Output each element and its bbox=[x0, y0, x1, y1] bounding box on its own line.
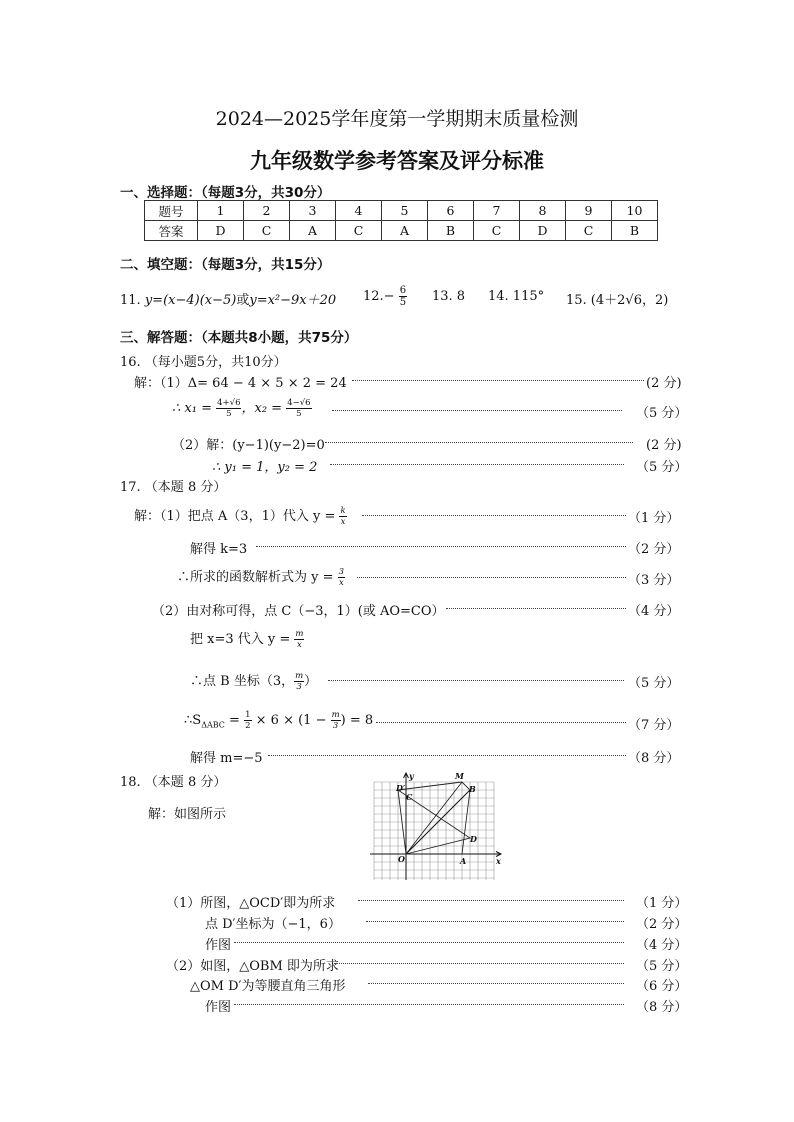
dot-leader bbox=[256, 546, 626, 547]
label-y: y bbox=[409, 771, 414, 781]
dot-leader bbox=[358, 900, 624, 901]
score: （4 分） bbox=[628, 604, 680, 619]
score: (2 分) bbox=[646, 376, 682, 391]
score: （5 分） bbox=[636, 406, 688, 421]
section-2-heading: 二、填空题：（每题3分，共15分） bbox=[120, 257, 331, 273]
numerator: 1 bbox=[245, 710, 251, 720]
q16-line-4: ∴ y₁ = 1，y₂ = 2 bbox=[212, 460, 318, 475]
score: （6 分） bbox=[636, 979, 688, 994]
score: (2 分) bbox=[646, 438, 682, 453]
math-text: × 6 × (1 − bbox=[255, 713, 327, 728]
q17-line-3 bbox=[177, 566, 345, 588]
table-cell: 6 bbox=[428, 201, 474, 221]
dot-leader bbox=[368, 983, 624, 984]
fraction bbox=[294, 629, 304, 650]
q17-line-8: 解得 m=−5 bbox=[190, 751, 263, 766]
figure-labels bbox=[395, 771, 501, 866]
table-cell: C bbox=[336, 221, 382, 241]
score: （3 分） bbox=[628, 573, 680, 588]
section-3-heading: 三、解答题：（本题共8小题，共75分） bbox=[120, 330, 358, 346]
answer-14: 14. 115° bbox=[488, 289, 545, 304]
q16-heading: 16. （每小题5分，共10分） bbox=[120, 355, 287, 370]
q17-heading: 17. （本题 8 分） bbox=[120, 480, 227, 495]
score: （4 分） bbox=[636, 938, 688, 953]
table-cell: C bbox=[474, 221, 520, 241]
q17-line-1 bbox=[134, 505, 347, 527]
answer-11-expr-a: y=(x−4)(x−5) bbox=[144, 293, 237, 308]
math-text: ∴所求的函数解析式为 y = bbox=[177, 570, 334, 585]
q18-heading: 18. （本题 8 分） bbox=[120, 775, 227, 790]
dot-leader bbox=[332, 410, 622, 411]
answer-11 bbox=[120, 289, 336, 308]
axes bbox=[370, 773, 501, 880]
table-row bbox=[145, 221, 658, 241]
dot-leader bbox=[330, 464, 624, 465]
fraction bbox=[338, 567, 345, 588]
q17-line-2: 解得 k=3 bbox=[190, 542, 248, 557]
dot-leader bbox=[328, 680, 624, 681]
q18-line-3: 作图 bbox=[205, 938, 232, 953]
numerator: 6 bbox=[399, 285, 407, 296]
dot-leader bbox=[234, 1004, 624, 1005]
denominator: 3 bbox=[332, 721, 339, 731]
table-cell: 3 bbox=[290, 201, 336, 221]
dot-leader bbox=[357, 577, 626, 578]
denominator: 2 bbox=[245, 721, 251, 731]
answer-13: 13. 8 bbox=[432, 289, 466, 304]
table-cell: D bbox=[520, 221, 566, 241]
page-subtitle: 九年级数学参考答案及评分标准 bbox=[250, 148, 544, 173]
subscript: ΔABC bbox=[201, 720, 225, 730]
answer-12-label: 12.− bbox=[363, 289, 395, 304]
q18-line-4: （2）如图，△OBM 即为所求 bbox=[166, 959, 339, 974]
score: （7 分） bbox=[628, 718, 680, 733]
math-text: ，x₂ = bbox=[241, 401, 283, 416]
q16-line-2 bbox=[172, 397, 312, 419]
section-1-heading: 一、选择题：（每题3分，共30分） bbox=[120, 185, 331, 201]
math-text: ∴S bbox=[184, 713, 202, 728]
math-text: ∴点 B 坐标（3， bbox=[190, 674, 295, 689]
table-header-cell: 答案 bbox=[145, 221, 198, 241]
score: （1 分） bbox=[636, 896, 688, 911]
math-text: = bbox=[229, 713, 240, 728]
dot-leader bbox=[362, 515, 626, 516]
label-b: B bbox=[469, 784, 476, 794]
q17-line-4: （2）由对称可得，点 C（−3，1）(或 AO=CO） bbox=[152, 604, 445, 619]
math-text: 把 x=3 代入 y = bbox=[190, 632, 291, 647]
fraction bbox=[286, 398, 311, 419]
table-cell: D bbox=[198, 221, 244, 241]
score: （5 分） bbox=[636, 460, 688, 475]
table-cell: B bbox=[428, 221, 474, 241]
q16-line-3: （2）解：(y−1)(y−2)=0 bbox=[172, 438, 325, 453]
math-text: ） bbox=[304, 674, 318, 689]
score: （8 分） bbox=[628, 751, 680, 766]
dot-leader bbox=[446, 608, 626, 609]
dot-leader bbox=[352, 380, 644, 381]
label-a: A bbox=[460, 856, 467, 866]
numerator: m bbox=[295, 629, 304, 639]
q18-line-2: 点 D′坐标为（−1，6） bbox=[205, 917, 341, 932]
score: （2 分） bbox=[636, 917, 688, 932]
table-cell: 10 bbox=[612, 201, 658, 221]
fraction bbox=[294, 671, 304, 692]
numerator: 4+√6 bbox=[217, 398, 241, 408]
denominator: 5 bbox=[399, 297, 407, 308]
q17-line-6 bbox=[190, 670, 317, 692]
table-cell: 2 bbox=[244, 201, 290, 221]
fraction bbox=[331, 710, 341, 731]
score: （1 分） bbox=[628, 511, 680, 526]
q17-line-5 bbox=[190, 628, 304, 650]
numerator: 3 bbox=[338, 567, 345, 577]
table-cell: 9 bbox=[566, 201, 612, 221]
fraction bbox=[339, 506, 346, 527]
q16-line-1: 解：（1）Δ= 64 − 4 × 5 × 2 = 24 bbox=[134, 376, 347, 391]
table-cell: C bbox=[566, 221, 612, 241]
table-row bbox=[145, 201, 658, 221]
dot-leader bbox=[376, 722, 626, 723]
table-cell: A bbox=[382, 221, 428, 241]
dot-leader bbox=[268, 755, 626, 756]
denominator: x bbox=[338, 578, 344, 588]
q17-line-7 bbox=[184, 710, 373, 731]
dot-leader bbox=[234, 942, 624, 943]
answer-15: 15. (4＋2√6，2) bbox=[566, 293, 669, 308]
denominator: 3 bbox=[296, 682, 302, 692]
grid-lines bbox=[374, 782, 494, 880]
table-cell: 8 bbox=[520, 201, 566, 221]
dot-leader bbox=[334, 963, 624, 964]
q18-intro: 解：如图所示 bbox=[148, 807, 227, 822]
math-text: ∴ x₁ = bbox=[172, 401, 212, 416]
label-m: M bbox=[455, 771, 464, 781]
table-header-cell: 题号 bbox=[145, 201, 198, 221]
dot-leader bbox=[325, 442, 633, 443]
table-cell: 5 bbox=[382, 201, 428, 221]
numerator: m bbox=[331, 710, 340, 720]
label-o: O bbox=[398, 854, 405, 864]
table-cell: 7 bbox=[474, 201, 520, 221]
dot-leader bbox=[366, 921, 624, 922]
numerator: k bbox=[340, 506, 346, 516]
label-d-prime: D′ bbox=[396, 783, 406, 793]
table-cell: B bbox=[612, 221, 658, 241]
score: （5 分） bbox=[636, 959, 688, 974]
table-cell: 1 bbox=[198, 201, 244, 221]
answer-table bbox=[144, 200, 658, 241]
fraction bbox=[216, 398, 241, 419]
numerator: m bbox=[295, 671, 304, 681]
denominator: x bbox=[340, 517, 346, 527]
label-d: D bbox=[470, 834, 477, 844]
label-x: x bbox=[496, 856, 501, 866]
answer-12 bbox=[363, 285, 407, 308]
page-title: 2024—2025学年度第一学期期末质量检测 bbox=[215, 108, 579, 130]
table-cell: A bbox=[290, 221, 336, 241]
fraction bbox=[399, 285, 407, 308]
denominator: x bbox=[297, 640, 302, 650]
score: （2 分） bbox=[628, 542, 680, 557]
denominator: 5 bbox=[226, 409, 232, 419]
q18-line-1: （1）所图，△OCD′即为所求 bbox=[166, 896, 336, 911]
math-text: ) = 8 bbox=[340, 713, 374, 728]
answer-11-expr-b: y=x²−9x＋20 bbox=[249, 293, 337, 308]
q18-line-5: △OM D′为等腰直角三角形 bbox=[190, 979, 346, 994]
table-cell: 4 bbox=[336, 201, 382, 221]
coordinate-figure bbox=[366, 768, 506, 886]
math-text: 解：（1）把点 A（3，1）代入 y = bbox=[134, 509, 336, 524]
numerator: 4−√6 bbox=[287, 398, 311, 408]
table-cell: C bbox=[244, 221, 290, 241]
answer-11-or: 或 bbox=[236, 293, 250, 308]
q18-line-6: 作图 bbox=[205, 1000, 232, 1015]
label-c: C bbox=[406, 792, 413, 802]
answer-11-number: 11. bbox=[120, 293, 141, 308]
score: （5 分） bbox=[628, 676, 680, 691]
denominator: 5 bbox=[296, 409, 302, 419]
fraction bbox=[244, 710, 251, 731]
score: （8 分） bbox=[636, 1000, 688, 1015]
